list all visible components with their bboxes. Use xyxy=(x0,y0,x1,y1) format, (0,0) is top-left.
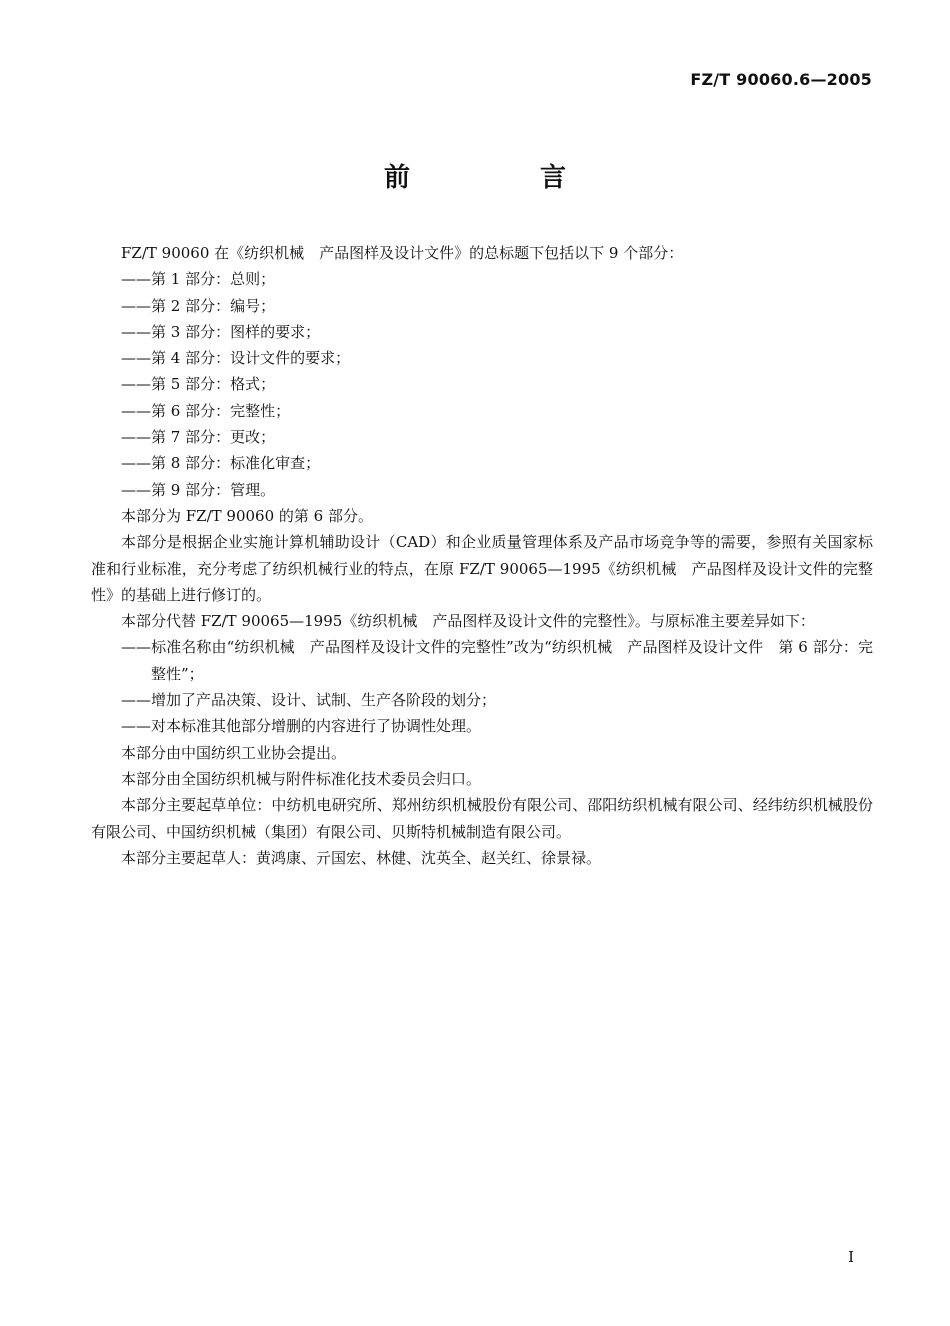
basis-paragraph: 本部分是根据企业实施计算机辅助设计（CAD）和企业质量管理体系及产品市场竞争等的需要，参照有关国家标准和行业标准，充分考虑了纺织机械行业的特点，在原 FZ/T 90065—1995《纺织机械 产品图样及设计文件的完整性》的基础上进行修订的。 xyxy=(91,533,873,604)
list-item-part-1: ——第 1 部分：总则； xyxy=(121,270,276,289)
list-item-part-7: ——第 7 部分：更改； xyxy=(121,428,276,447)
list-item-part-5: ——第 5 部分：格式； xyxy=(121,375,276,394)
list-item-part-2: ——第 2 部分：编号； xyxy=(121,296,276,315)
replaces-paragraph: 本部分代替 FZ/T 90065—1995《纺织机械 产品图样及设计文件的完整性》。与原标准主要差异如下： xyxy=(121,612,815,631)
intro-paragraph: FZ/T 90060 在《纺织机械 产品图样及设计文件》的总标题下包括以下 9 个部分： xyxy=(121,244,684,262)
list-item-part-6: ——第 6 部分：完整性； xyxy=(121,401,291,420)
page-number: I xyxy=(848,1248,854,1266)
list-item-part-8: ——第 8 部分：标准化审查； xyxy=(121,454,321,473)
difference-item-3: ——对本标准其他部分增删的内容进行了协调性处理。 xyxy=(121,717,482,736)
proposed-paragraph: 本部分由中国纺织工业协会提出。 xyxy=(121,743,347,762)
drafters-paragraph: 本部分主要起草人：黄鸿康、亓国宏、林健、沈英全、赵关红、徐景禄。 xyxy=(121,848,602,867)
part-of-paragraph: 本部分为 FZ/T 90060 的第 6 部分。 xyxy=(121,506,373,525)
standard-code: FZ/T 90060.6—2005 xyxy=(690,70,872,89)
drafting-units-paragraph: 本部分主要起草单位：中纺机电研究所、郑州纺织机械股份有限公司、邵阳纺织机械有限公司、经纬纺织机械股份有限公司、中国纺织机械（集团）有限公司、贝斯特机械制造有限公司。 xyxy=(91,796,873,841)
list-item-part-9: ——第 9 部分：管理。 xyxy=(121,480,276,499)
centralized-paragraph: 本部分由全国纺织机械与附件标准化技术委员会归口。 xyxy=(121,769,482,788)
list-item-part-4: ——第 4 部分：设计文件的要求； xyxy=(121,349,351,368)
difference-item-2: ——增加了产品决策、设计、试制、生产各阶段的划分； xyxy=(121,691,497,710)
list-item-part-3: ——第 3 部分：图样的要求； xyxy=(121,322,321,341)
difference-item-1: ——标准名称由“纺织机械 产品图样及设计文件的完整性”改为“纺织机械 产品图样及设计文件 第 6 部分：完整性”； xyxy=(121,638,873,683)
foreword-body xyxy=(91,240,873,871)
page-title: 前 言 xyxy=(383,163,618,193)
